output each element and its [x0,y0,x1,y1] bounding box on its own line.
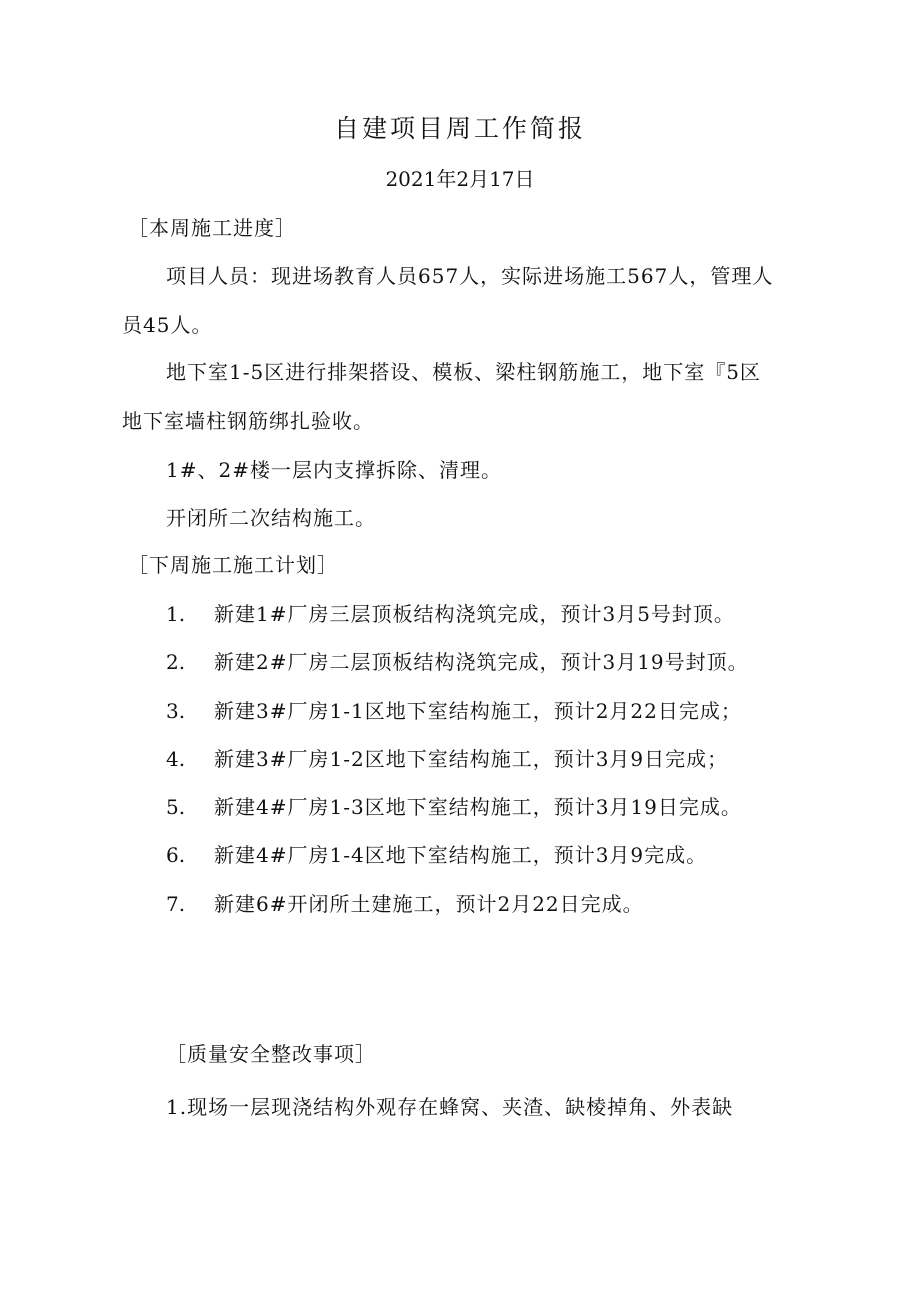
plan-item-number: 2. [166,650,186,674]
paragraph-support-removal: 1#、2#楼一层内支撑拆除、清理。 [166,458,502,482]
plan-item-number: 7. [166,892,186,916]
plan-item-text: 新建4#厂房1-3区地下室结构施工，预计3月19日完成。 [214,795,742,819]
plan-item-number: 5. [166,795,186,819]
paragraph-substation: 开闭所二次结构施工。 [166,506,376,530]
quality-item-1: 1.现场一层现浇结构外观存在蜂窝、夹渣、缺棱掉角、外表缺 [166,1095,734,1119]
plan-item-number: 3. [166,699,186,723]
plan-item-text: 新建3#厂房1-1区地下室结构施工，预计2月22日完成； [214,699,742,723]
paragraph-personnel-line2: 员45人。 [122,313,213,337]
plan-item-number: 6. [166,843,186,867]
section-heading-quality-safety: ［质量安全整改事项］ [166,1042,376,1066]
section-heading-next-week: ［下周施工施工计划］ [128,553,338,577]
plan-item-text: 新建4#厂房1-4区地下室结构施工，预计3月9完成。 [214,843,708,867]
plan-item-number: 1. [166,602,186,626]
paragraph-basement-line1: 地下室1-5区进行排架搭设、模板、梁柱钢筋施工，地下室『5区 [166,360,761,384]
paragraph-basement-line2: 地下室墙柱钢筋绑扎验收。 [122,409,374,433]
plan-item-text: 新建3#厂房1-2区地下室结构施工，预计3月9日完成； [214,747,729,771]
document-date: 2021年2月17日 [385,167,535,191]
plan-item-text: 新建6#开闭所土建施工，预计2月22日完成。 [214,892,644,916]
plan-item-text: 新建2#厂房二层顶板结构浇筑完成，预计3月19号封顶。 [214,650,749,674]
plan-item-text: 新建1#厂房三层顶板结构浇筑完成，预计3月5号封顶。 [214,602,735,626]
document-title: 自建项目周工作简报 [333,114,586,143]
paragraph-personnel-line1: 项目人员：现进场教育人员657人，实际进场施工567人，管理人 [166,264,774,288]
section-heading-this-week: ［本周施工进度］ [128,216,296,240]
plan-item-number: 4. [166,747,186,771]
